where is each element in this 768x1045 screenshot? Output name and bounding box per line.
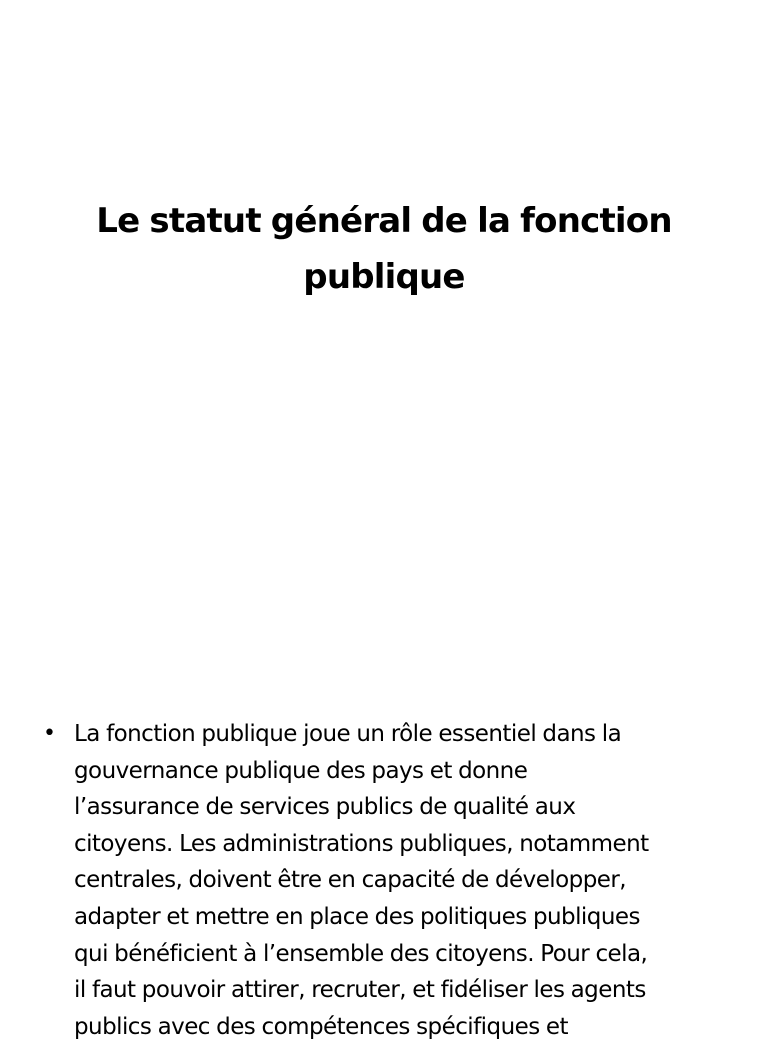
- bullet-text-line: citoyens. Les administrations publiques, notamment: [74, 830, 649, 857]
- bullet-text-line: qui bénéficient à l’ensemble des citoyens. Pour cela,: [74, 940, 648, 967]
- bullet-text-line: publics avec des compétences spécifiques et: [74, 1013, 568, 1040]
- bullet-text-line: il faut pouvoir attirer, recruter, et fidéliser les agents: [74, 977, 646, 1004]
- bullet-item: [40, 716, 740, 1045]
- bullet-text-line: centrales, doivent être en capacité de développer,: [74, 867, 627, 894]
- slide-title-line: Le statut général de la fonction: [96, 201, 672, 241]
- bullet-dot-icon: •: [43, 721, 56, 746]
- bullet-list: [40, 716, 740, 1045]
- bullet-text-line: adapter et mettre en place des politiques publiques: [74, 903, 640, 930]
- bullet-text-line: l’assurance de services publics de qualité aux: [74, 794, 576, 821]
- bullet-text-line: gouvernance publique des pays et donne: [74, 757, 528, 784]
- slide-title: [40, 193, 728, 305]
- slide-title-line: publique: [303, 257, 465, 297]
- bullet-text-line: La fonction publique joue un rôle essentiel dans la: [74, 721, 622, 747]
